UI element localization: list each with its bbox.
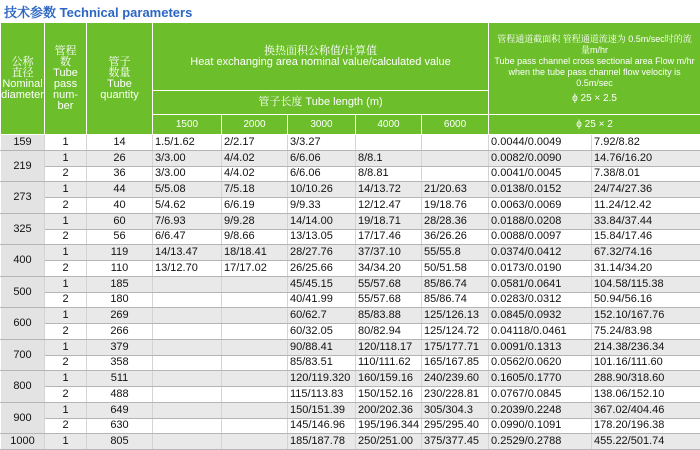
cell-diameter: 219 — [1, 150, 45, 182]
cell-flow: 101.16/111.60 — [592, 355, 700, 371]
header-diameter-cn2: 直径 — [11, 66, 34, 79]
cell-l6000: 375/377.45 — [422, 434, 489, 450]
cell-diameter: 400 — [1, 245, 45, 277]
cell-flow: 214.38/236.34 — [592, 339, 700, 355]
cell-pass: 1 — [45, 434, 87, 450]
cell-pass: 1 — [45, 182, 87, 198]
cell-pass: 1 — [45, 308, 87, 324]
cell-l4000: 34/34.20 — [356, 261, 422, 277]
cell-l6000: 21/20.63 — [422, 182, 489, 198]
cell-l4000: 19/18.71 — [356, 213, 422, 229]
cell-l6000: 36/26.26 — [422, 229, 489, 245]
table-row — [1, 308, 700, 324]
cell-qty: 379 — [87, 339, 153, 355]
cell-qty: 26 — [87, 150, 153, 166]
cell-pass: 1 — [45, 150, 87, 166]
cell-pass: 1 — [45, 339, 87, 355]
cell-l6000: 175/177.71 — [422, 339, 489, 355]
cell-l4000: 55/57.68 — [356, 292, 422, 308]
cell-area: 0.0173/0.0190 — [489, 261, 592, 277]
table-row — [1, 150, 700, 166]
header-length-2000: 2000 — [222, 115, 288, 135]
header-passes-cn2: 数 — [60, 55, 71, 68]
cell-l3000: 9/9.33 — [288, 198, 356, 214]
cell-l4000: 200/202.36 — [356, 402, 422, 418]
cell-area: 0.0562/0.0620 — [489, 355, 592, 371]
cell-l4000: 150/152.16 — [356, 387, 422, 403]
cell-l1500 — [153, 387, 222, 403]
table-row — [1, 402, 700, 418]
cell-l4000: 110/111.62 — [356, 355, 422, 371]
cell-qty: 56 — [87, 229, 153, 245]
table-row — [1, 434, 700, 450]
cell-pass: 2 — [45, 418, 87, 434]
header-tube-passes — [45, 23, 87, 135]
cell-l6000: 50/51.58 — [422, 261, 489, 277]
cell-qty: 185 — [87, 276, 153, 292]
cell-area: 0.0082/0.0090 — [489, 150, 592, 166]
table-row — [1, 418, 700, 434]
cell-l1500: 3/3.00 — [153, 150, 222, 166]
cell-l2000 — [222, 434, 288, 450]
cell-l3000: 13/13.05 — [288, 229, 356, 245]
table-row — [1, 387, 700, 403]
cell-pass: 1 — [45, 276, 87, 292]
cell-flow: 75.24/83.98 — [592, 324, 700, 340]
header-heat-area-en: Heat exchanging area nominal value/calculated value — [190, 55, 451, 68]
table-row — [1, 276, 700, 292]
table-row — [1, 245, 700, 261]
cell-area: 0.0845/0.0932 — [489, 308, 592, 324]
header-passes-en3: num- — [52, 88, 79, 101]
header-flow-cn: 管程通道截面积 管程通道流速为 0.5m/sec时的流量m/hr — [497, 33, 692, 55]
cell-area: 0.04118/0.0461 — [489, 324, 592, 340]
cell-area: 0.0581/0.0641 — [489, 276, 592, 292]
cell-l4000: 55/57.68 — [356, 276, 422, 292]
cell-l3000: 6/6.06 — [288, 150, 356, 166]
cell-diameter: 800 — [1, 371, 45, 403]
cell-l1500: 6/6.47 — [153, 229, 222, 245]
cell-l1500 — [153, 324, 222, 340]
header-tube-quantity — [87, 23, 153, 135]
cell-l2000 — [222, 339, 288, 355]
table-row — [1, 166, 700, 182]
cell-qty: 14 — [87, 135, 153, 151]
cell-l1500: 5/5.08 — [153, 182, 222, 198]
cell-area: 0.1605/0.1770 — [489, 371, 592, 387]
cell-l3000: 115/113.83 — [288, 387, 356, 403]
cell-l4000: 8/8.81 — [356, 166, 422, 182]
table-row — [1, 229, 700, 245]
cell-l3000: 90/88.41 — [288, 339, 356, 355]
cell-pass: 2 — [45, 387, 87, 403]
cell-area: 0.2039/0.2248 — [489, 402, 592, 418]
cell-l1500: 7/6.93 — [153, 213, 222, 229]
cell-l6000: 55/55.8 — [422, 245, 489, 261]
cell-pass: 1 — [45, 245, 87, 261]
cell-l2000 — [222, 387, 288, 403]
header-flow — [489, 23, 700, 115]
cell-l2000: 2/2.17 — [222, 135, 288, 151]
cell-qty: 649 — [87, 402, 153, 418]
cell-l2000 — [222, 371, 288, 387]
cell-l1500 — [153, 276, 222, 292]
cell-flow: 7.38/8.01 — [592, 166, 700, 182]
cell-l6000: 19/18.76 — [422, 198, 489, 214]
cell-l6000: 85/86.74 — [422, 292, 489, 308]
cell-flow: 24/74/27.36 — [592, 182, 700, 198]
cell-l1500: 5/4.62 — [153, 198, 222, 214]
cell-qty: 180 — [87, 292, 153, 308]
cell-l2000: 4/4.02 — [222, 150, 288, 166]
cell-qty: 266 — [87, 324, 153, 340]
header-diameter-cn1: 公称 — [11, 55, 34, 68]
cell-pass: 2 — [45, 166, 87, 182]
table-row — [1, 324, 700, 340]
cell-l4000 — [356, 135, 422, 151]
cell-area: 0.0283/0.0312 — [489, 292, 592, 308]
cell-l2000 — [222, 276, 288, 292]
cell-l6000: 165/167.85 — [422, 355, 489, 371]
cell-flow: 138.06/152.10 — [592, 387, 700, 403]
cell-l1500 — [153, 339, 222, 355]
cell-l3000: 150/151.39 — [288, 402, 356, 418]
cell-pass: 2 — [45, 355, 87, 371]
cell-pass: 2 — [45, 261, 87, 277]
table-row — [1, 182, 700, 198]
technical-parameters-table — [0, 22, 700, 450]
cell-area: 0.0063/0.0069 — [489, 198, 592, 214]
cell-flow: 178.20/196.38 — [592, 418, 700, 434]
cell-area: 0.0088/0.0097 — [489, 229, 592, 245]
cell-area: 0.0044/0.0049 — [489, 135, 592, 151]
title-text: 技术参数 Technical parameters — [4, 5, 193, 20]
cell-l4000: 160/159.16 — [356, 371, 422, 387]
cell-l2000: 6/6.19 — [222, 198, 288, 214]
cell-flow: 455.22/501.74 — [592, 434, 700, 450]
table-row — [1, 371, 700, 387]
cell-diameter: 1000 — [1, 434, 45, 450]
header-length-1500: 1500 — [153, 115, 222, 135]
cell-l6000: 295/295.40 — [422, 418, 489, 434]
table-body — [1, 135, 700, 450]
cell-flow: 104.58/115.38 — [592, 276, 700, 292]
cell-pass: 2 — [45, 292, 87, 308]
page-title — [0, 0, 700, 22]
cell-qty: 40 — [87, 198, 153, 214]
cell-l2000: 9/8.66 — [222, 229, 288, 245]
cell-l3000: 85/83.51 — [288, 355, 356, 371]
header-length-4000: 4000 — [356, 115, 422, 135]
cell-l3000: 185/187.78 — [288, 434, 356, 450]
cell-area: 0.0091/0.1313 — [489, 339, 592, 355]
cell-l1500 — [153, 402, 222, 418]
header-quantity-en2: quantity — [100, 88, 139, 101]
cell-l4000: 80/82.94 — [356, 324, 422, 340]
cell-l1500 — [153, 434, 222, 450]
cell-area: 0.0041/0.0045 — [489, 166, 592, 182]
header-passes-en2: pass — [53, 77, 78, 90]
header-tube-length: 管子长度 Tube length (m) — [153, 91, 489, 115]
cell-flow: 14.76/16.20 — [592, 150, 700, 166]
cell-l2000 — [222, 418, 288, 434]
header-diameter-en1: Nominal — [2, 77, 43, 90]
table-row — [1, 261, 700, 277]
cell-l6000 — [422, 166, 489, 182]
cell-l6000: 125/126.13 — [422, 308, 489, 324]
cell-l2000: 7/5.18 — [222, 182, 288, 198]
cell-diameter: 500 — [1, 276, 45, 308]
cell-pass: 2 — [45, 229, 87, 245]
cell-l2000 — [222, 292, 288, 308]
cell-flow: 31.14/34.20 — [592, 261, 700, 277]
cell-diameter: 900 — [1, 402, 45, 434]
cell-flow: 11.24/12.42 — [592, 198, 700, 214]
cell-l3000: 60/32.05 — [288, 324, 356, 340]
header-quantity-cn1: 管子 — [108, 55, 131, 68]
cell-flow: 7.92/8.82 — [592, 135, 700, 151]
cell-l6000: 240/239.60 — [422, 371, 489, 387]
cell-pass: 1 — [45, 371, 87, 387]
cell-qty: 60 — [87, 213, 153, 229]
cell-diameter: 700 — [1, 339, 45, 371]
cell-l1500 — [153, 418, 222, 434]
cell-l2000: 9/9.28 — [222, 213, 288, 229]
cell-l3000: 60/62.7 — [288, 308, 356, 324]
cell-l3000: 3/3.27 — [288, 135, 356, 151]
cell-qty: 36 — [87, 166, 153, 182]
cell-l4000: 85/83.88 — [356, 308, 422, 324]
cell-pass: 1 — [45, 402, 87, 418]
table-row — [1, 135, 700, 151]
cell-l3000: 14/14.00 — [288, 213, 356, 229]
cell-l3000: 40/41.99 — [288, 292, 356, 308]
header-phi-a: ϕ 25 × 2.5 — [572, 92, 617, 104]
header-diameter-en2: diameter — [1, 88, 44, 101]
cell-qty: 110 — [87, 261, 153, 277]
header-passes-cn1: 管程 — [54, 44, 77, 57]
cell-l4000: 17/17.46 — [356, 229, 422, 245]
cell-qty: 358 — [87, 355, 153, 371]
header-heat-area-cn: 换热面积公称值/计算值 — [263, 44, 378, 57]
header-quantity-cn2: 数量 — [108, 66, 131, 79]
cell-area: 0.0138/0.0152 — [489, 182, 592, 198]
cell-qty: 44 — [87, 182, 153, 198]
cell-qty: 805 — [87, 434, 153, 450]
cell-l4000: 14/13.72 — [356, 182, 422, 198]
cell-l6000 — [422, 135, 489, 151]
cell-pass: 1 — [45, 135, 87, 151]
cell-flow: 152.10/167.76 — [592, 308, 700, 324]
cell-l2000: 17/17.02 — [222, 261, 288, 277]
cell-l4000: 8/8.1 — [356, 150, 422, 166]
cell-l6000: 305/304.3 — [422, 402, 489, 418]
cell-area: 0.2529/0.2788 — [489, 434, 592, 450]
cell-l6000: 125/124.72 — [422, 324, 489, 340]
cell-l2000: 18/18.41 — [222, 245, 288, 261]
cell-l3000: 45/45.15 — [288, 276, 356, 292]
header-diameter — [1, 23, 45, 135]
cell-flow: 50.94/56.16 — [592, 292, 700, 308]
cell-l1500: 3/3.00 — [153, 166, 222, 182]
cell-area: 0.0990/0.1091 — [489, 418, 592, 434]
table-row — [1, 339, 700, 355]
cell-flow: 367.02/404.46 — [592, 402, 700, 418]
cell-area: 0.0188/0.0208 — [489, 213, 592, 229]
header-passes-en1: Tube — [53, 66, 78, 79]
cell-l3000: 145/146.96 — [288, 418, 356, 434]
cell-flow: 15.84/17.46 — [592, 229, 700, 245]
cell-l1500: 13/12.70 — [153, 261, 222, 277]
table-row — [1, 292, 700, 308]
cell-qty: 269 — [87, 308, 153, 324]
header-flow-en: Tube pass channel cross sectional area Flow m/hr when the tube pass channel flow velocity is 0.5m/sec — [494, 55, 695, 88]
cell-l3000: 28/27.76 — [288, 245, 356, 261]
cell-pass: 2 — [45, 198, 87, 214]
cell-flow: 33.84/37.44 — [592, 213, 700, 229]
cell-l2000 — [222, 308, 288, 324]
cell-l3000: 26/25.66 — [288, 261, 356, 277]
cell-l6000: 28/28.36 — [422, 213, 489, 229]
cell-pass: 1 — [45, 213, 87, 229]
cell-diameter: 273 — [1, 182, 45, 214]
cell-flow: 288.90/318.60 — [592, 371, 700, 387]
cell-l6000: 85/86.74 — [422, 276, 489, 292]
header-phi-b: ϕ 25 × 2 — [489, 115, 700, 135]
header-length-3000: 3000 — [288, 115, 356, 135]
header-quantity-en1: Tube — [107, 77, 132, 90]
cell-l2000 — [222, 355, 288, 371]
cell-qty: 488 — [87, 387, 153, 403]
cell-l4000: 37/37.10 — [356, 245, 422, 261]
cell-diameter: 600 — [1, 308, 45, 340]
cell-l2000: 4/4.02 — [222, 166, 288, 182]
cell-l1500 — [153, 355, 222, 371]
cell-l3000: 6/6.06 — [288, 166, 356, 182]
cell-pass: 2 — [45, 324, 87, 340]
cell-area: 0.0374/0.0412 — [489, 245, 592, 261]
header-length-6000: 6000 — [422, 115, 489, 135]
cell-l4000: 12/12.47 — [356, 198, 422, 214]
cell-area: 0.0767/0.0845 — [489, 387, 592, 403]
cell-l3000: 120/119.320 — [288, 371, 356, 387]
cell-l4000: 195/196.344 — [356, 418, 422, 434]
cell-l2000 — [222, 402, 288, 418]
header-heat-area — [153, 23, 489, 91]
cell-l2000 — [222, 324, 288, 340]
cell-l4000: 250/251.00 — [356, 434, 422, 450]
cell-l1500: 14/13.47 — [153, 245, 222, 261]
cell-l6000: 230/228.81 — [422, 387, 489, 403]
cell-qty: 630 — [87, 418, 153, 434]
cell-l1500: 1.5/1.62 — [153, 135, 222, 151]
table-row — [1, 213, 700, 229]
cell-flow: 67.32/74.16 — [592, 245, 700, 261]
cell-diameter: 325 — [1, 213, 45, 245]
table-row — [1, 198, 700, 214]
cell-qty: 119 — [87, 245, 153, 261]
cell-l6000 — [422, 150, 489, 166]
cell-l1500 — [153, 292, 222, 308]
cell-l1500 — [153, 371, 222, 387]
cell-l3000: 10/10.26 — [288, 182, 356, 198]
cell-qty: 511 — [87, 371, 153, 387]
cell-l1500 — [153, 308, 222, 324]
header-passes-en4: ber — [57, 99, 74, 112]
table-row — [1, 355, 700, 371]
cell-diameter: 159 — [1, 135, 45, 151]
cell-l4000: 120/118.17 — [356, 339, 422, 355]
